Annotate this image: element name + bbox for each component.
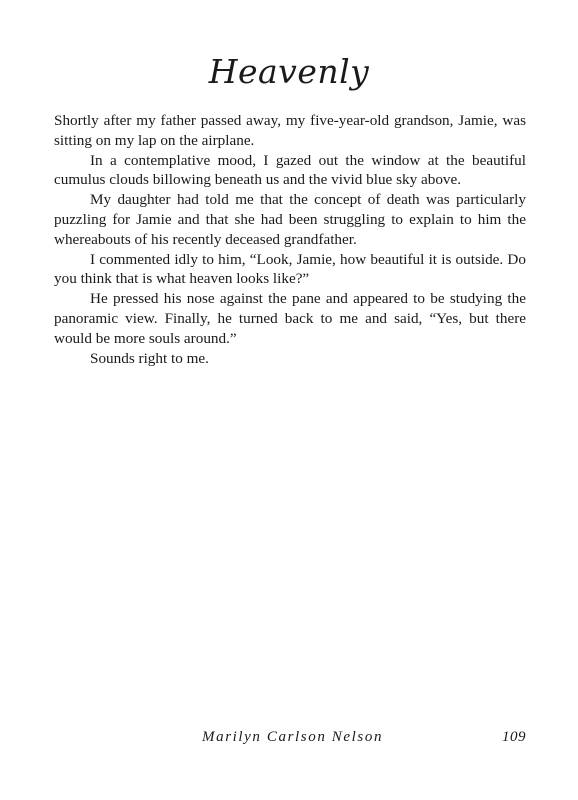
story-body [54, 111, 526, 368]
story-title: Heavenly [208, 52, 370, 91]
page-number: 109 [502, 729, 526, 745]
paragraph-5: He pressed his nose against the pane and appeared to be studying the panoramic view. Finally, he turned back to me and said, “Yes, but there would be more souls around.” [54, 290, 526, 347]
paragraph-2: In a contemplative mood, I gazed out the window at the beautiful cumulus clouds billowing beneath us and the vivid blue sky above. [54, 151, 526, 189]
paragraph-3: My daughter had told me that the concept of death was particularly puzzling for Jamie and that she had been struggling to explain to him the whereabouts of his recently deceased grandfather. [54, 191, 526, 248]
page-footer [54, 729, 526, 749]
footer-author: Marilyn Carlson Nelson [202, 729, 384, 745]
paragraph-6: Sounds right to me. [90, 349, 209, 367]
paragraph-4: I commented idly to him, “Look, Jamie, how beautiful it is outside. Do you think that is what heaven looks like?” [54, 250, 526, 288]
paragraph-1: Shortly after my father passed away, my five-year-old grandson, Jamie, was sitting on my lap on the airplane. [54, 112, 526, 149]
